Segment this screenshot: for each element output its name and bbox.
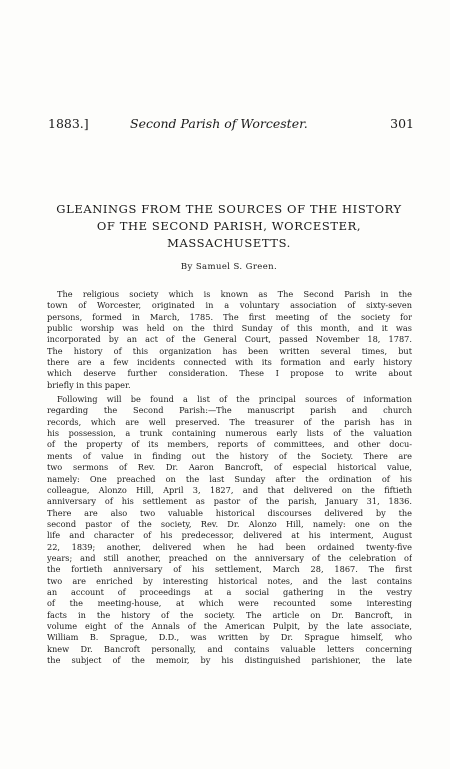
text-line: briefly in this paper.	[47, 379, 131, 390]
page-number: 301	[390, 116, 414, 131]
article-title-line: MASSACHUSETTS.	[167, 236, 291, 250]
text-line: the subject of the memoir, by his distinguished parishioner, the late	[47, 655, 412, 665]
text-line: colleague, Alonzo Hill, April 3, 1827, and that delivered on the fiftieth	[47, 484, 412, 495]
text-line: volume eight of the Annals of the American Pulpit, by the late associate,	[47, 620, 412, 631]
text-line: persons, formed in March, 1785. The first meeting of the society for	[47, 311, 412, 322]
text-line: records, which are well preserved. The treasurer of the parish has in	[47, 416, 412, 427]
text-line: namely: One preached on the last Sunday after the ordination of his	[47, 473, 412, 484]
text-line: an account of proceedings at a social gathering in the vestry	[47, 586, 412, 597]
article-title-line: OF THE SECOND PARISH, WORCESTER,	[96, 219, 362, 233]
author-byline: By Samuel S. Green.	[180, 262, 278, 272]
text-line: public worship was held on the third Sunday of this month, and it was	[47, 323, 412, 334]
article-title	[52, 201, 406, 252]
text-line: Following will be found a list of the principal sources of information	[57, 394, 412, 405]
text-line: There are also two valuable historical discourses delivered by the	[47, 507, 412, 518]
text-line: of the property of its members, reports of committees, and other docu-	[47, 439, 412, 450]
running-head	[48, 116, 414, 132]
text-line: regarding the Second Parish:—The manuscript parish and church	[47, 405, 412, 416]
text-line: his possession, a trunk containing numerous early lists of the valuation	[47, 428, 412, 439]
text-line: which deserve further consideration. These I propose to write about	[47, 368, 412, 379]
text-line: William B. Sprague, D.D., was written by Dr. Sprague himself, who	[47, 632, 412, 643]
running-head-year: 1883.]	[48, 116, 89, 131]
text-line: there are a few incidents connected with its formation and early history	[47, 357, 412, 368]
text-line: second pastor of the society, Rev. Dr. Alonzo Hill, namely: one on the	[47, 518, 412, 529]
text-line: anniversary of his settlement as pastor of the parish, January 31, 1836.	[47, 496, 412, 507]
paragraph-1	[47, 289, 412, 391]
text-line: facts in the history of the society. The article on Dr. Bancroft, in	[47, 609, 412, 620]
article-body	[47, 289, 412, 666]
text-line: town of Worcester, originated in a voluntary association of sixty-seven	[47, 300, 412, 311]
text-line: 22, 1839; another, delivered when he had been ordained twenty-five	[47, 541, 412, 552]
text-line: The religious society which is known as The Second Parish in the	[57, 289, 412, 299]
text-line: The history of this organization has been written several times, but	[47, 345, 412, 356]
text-line: knew Dr. Bancroft personally, and contains valuable letters concerning	[47, 643, 412, 654]
text-line: ments of value in finding out the history of the Society. There are	[47, 450, 412, 461]
text-line: incorporated by an act of the General Court, passed November 18, 1787.	[47, 334, 412, 345]
text-line: years; and still another, preached on the anniversary of the celebration of	[47, 552, 412, 563]
text-line: of the meeting-house, at which were recounted some interesting	[47, 598, 412, 609]
text-line: the fortieth anniversary of his settlement, March 28, 1867. The first	[47, 564, 412, 575]
text-line: two sermons of Rev. Dr. Aaron Bancroft, of especial historical value,	[47, 462, 412, 473]
text-line: two are enriched by interesting historical notes, and the last contains	[47, 575, 412, 586]
article-title-line: GLEANINGS FROM THE SOURCES OF THE HISTORY	[56, 202, 402, 216]
running-head-title: Second Parish of Worcester.	[130, 116, 308, 131]
text-line: life and character of his predecessor, delivered at his interment, August	[47, 530, 412, 541]
paragraph-2	[47, 394, 412, 666]
